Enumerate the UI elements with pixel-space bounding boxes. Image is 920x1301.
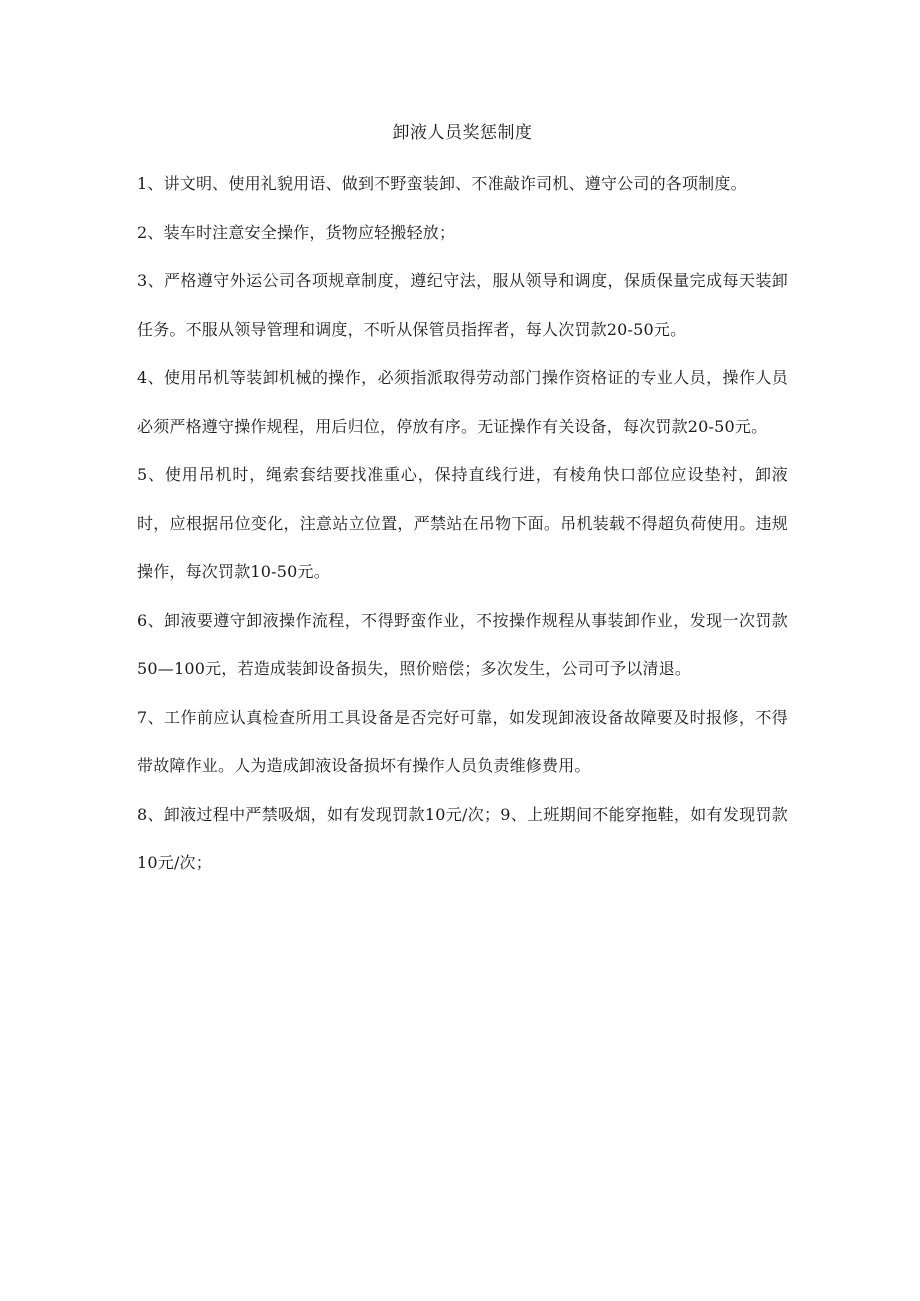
- rule-item-6: 6、卸液要遵守卸液操作流程，不得野蛮作业，不按操作规程从事装卸作业，发现一次罚款50—100元，若造成装卸设备损失，照价赔偿；多次发生，公司可予以清退。: [137, 610, 788, 678]
- rule-item-8-9: 8、卸液过程中严禁吸烟，如有发现罚款10元/次；9、上班期间不能穿拖鞋，如有发现罚款10元/次；: [137, 804, 788, 872]
- rule-item-2: 2、装车时注意安全操作，货物应轻搬轻放；: [137, 222, 456, 242]
- rule-item-3: 3、严格遵守外运公司各项规章制度，遵纪守法，服从领导和调度，保质保量完成每天装卸任务。不服从领导管理和调度，不听从保管员指挥者，每人次罚款20-50元。: [137, 271, 788, 339]
- document-title: 卸液人员奖惩制度: [392, 123, 533, 143]
- rule-item-1: 1、讲文明、使用礼貌用语、做到不野蛮装卸、不准敲诈司机、遵守公司的各项制度。: [137, 174, 747, 193]
- rule-item-5: 5、使用吊机时，绳索套结要找准重心，保持直线行进，有棱角快口部位应设垫衬，卸液时，应根据吊位变化，注意站立位置，严禁站在吊物下面。吊机装载不得超负荷使用。违规操作，每次罚款10-50元。: [137, 465, 788, 581]
- rule-item-4: 4、使用吊机等装卸机械的操作，必须指派取得劳动部门操作资格证的专业人员，操作人员必须严格遵守操作规程，用后归位，停放有序。无证操作有关设备，每次罚款20-50元。: [137, 368, 788, 436]
- rules-list: [137, 160, 788, 888]
- rule-item-7: 7、工作前应认真检查所用工具设备是否完好可靠，如发现卸液设备故障要及时报修，不得带故障作业。人为造成卸液设备损坏有操作人员负责维修费用。: [137, 707, 788, 775]
